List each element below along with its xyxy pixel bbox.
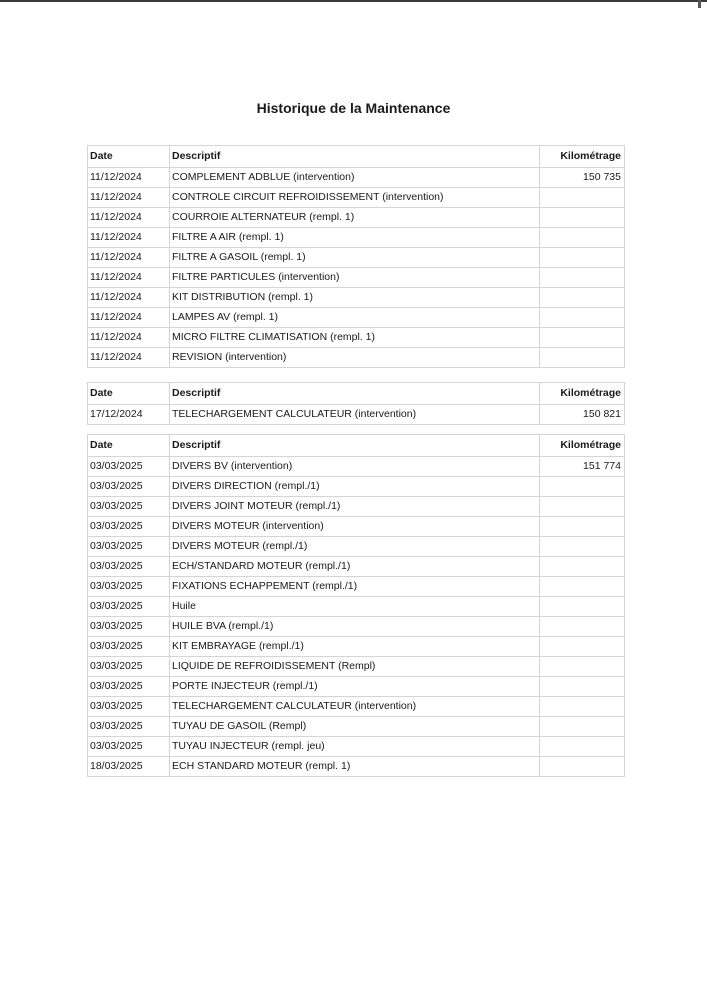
cell-date: 03/03/2025: [88, 677, 170, 697]
header-kilometrage: Kilométrage: [540, 146, 625, 168]
cell-kilometrage: [540, 637, 625, 657]
header-date: Date: [88, 435, 170, 457]
cell-kilometrage: [540, 557, 625, 577]
table-row: [88, 697, 625, 717]
cell-date: 11/12/2024: [88, 288, 170, 308]
cell-date: 18/03/2025: [88, 757, 170, 777]
cell-kilometrage: [540, 208, 625, 228]
cell-kilometrage: [540, 617, 625, 637]
cell-descriptif: DIVERS MOTEUR (rempl./1): [170, 537, 540, 557]
cell-date: 03/03/2025: [88, 577, 170, 597]
table-row: [88, 348, 625, 368]
cell-date: 03/03/2025: [88, 597, 170, 617]
header-descriptif: Descriptif: [170, 435, 540, 457]
table-header-row: [88, 146, 625, 168]
table-row: [88, 405, 625, 425]
cell-date: 11/12/2024: [88, 268, 170, 288]
maintenance-table-1: [87, 145, 625, 368]
cell-descriptif: FILTRE A GASOIL (rempl. 1): [170, 248, 540, 268]
cell-descriptif: TELECHARGEMENT CALCULATEUR (intervention): [170, 697, 540, 717]
cell-descriptif: LAMPES AV (rempl. 1): [170, 308, 540, 328]
table-row: [88, 677, 625, 697]
cell-date: 03/03/2025: [88, 537, 170, 557]
table-row: [88, 517, 625, 537]
cell-date: 11/12/2024: [88, 188, 170, 208]
cell-date: 03/03/2025: [88, 637, 170, 657]
cell-descriptif: REVISION (intervention): [170, 348, 540, 368]
cell-descriptif: ECH STANDARD MOTEUR (rempl. 1): [170, 757, 540, 777]
cell-descriptif: FILTRE A AIR (rempl. 1): [170, 228, 540, 248]
cell-date: 03/03/2025: [88, 497, 170, 517]
table-row: [88, 557, 625, 577]
cell-kilometrage: [540, 737, 625, 757]
cell-kilometrage: [540, 268, 625, 288]
maintenance-table-2: [87, 382, 625, 425]
cell-date: 03/03/2025: [88, 517, 170, 537]
cell-kilometrage: [540, 657, 625, 677]
table-row: [88, 248, 625, 268]
header-date: Date: [88, 146, 170, 168]
cell-kilometrage: [540, 597, 625, 617]
cell-date: 11/12/2024: [88, 168, 170, 188]
table-row: [88, 657, 625, 677]
table-row: [88, 188, 625, 208]
cell-descriptif: DIVERS JOINT MOTEUR (rempl./1): [170, 497, 540, 517]
maintenance-table-3: [87, 434, 625, 777]
cell-date: 03/03/2025: [88, 697, 170, 717]
cell-kilometrage: [540, 188, 625, 208]
cell-date: 11/12/2024: [88, 228, 170, 248]
cell-descriptif: FILTRE PARTICULES (intervention): [170, 268, 540, 288]
cell-kilometrage: [540, 228, 625, 248]
table-row: [88, 717, 625, 737]
table-row: [88, 228, 625, 248]
cell-date: 03/03/2025: [88, 617, 170, 637]
table-header-row: [88, 383, 625, 405]
cell-kilometrage: [540, 348, 625, 368]
cell-date: 11/12/2024: [88, 208, 170, 228]
cell-descriptif: KIT DISTRIBUTION (rempl. 1): [170, 288, 540, 308]
cell-kilometrage: [540, 517, 625, 537]
table-row: [88, 597, 625, 617]
cell-kilometrage: [540, 477, 625, 497]
cell-kilometrage: [540, 248, 625, 268]
cell-descriptif: KIT EMBRAYAGE (rempl./1): [170, 637, 540, 657]
table-row: [88, 208, 625, 228]
cell-descriptif: COMPLEMENT ADBLUE (intervention): [170, 168, 540, 188]
table-row: [88, 328, 625, 348]
cell-descriptif: DIVERS BV (intervention): [170, 457, 540, 477]
table-row: [88, 288, 625, 308]
cell-descriptif: TUYAU INJECTEUR (rempl. jeu): [170, 737, 540, 757]
table-row: [88, 457, 625, 477]
header-descriptif: Descriptif: [170, 383, 540, 405]
cell-descriptif: MICRO FILTRE CLIMATISATION (rempl. 1): [170, 328, 540, 348]
cell-date: 11/12/2024: [88, 308, 170, 328]
cell-kilometrage: 151 774: [540, 457, 625, 477]
table-row: [88, 308, 625, 328]
table-row: [88, 637, 625, 657]
cell-descriptif: PORTE INJECTEUR (rempl./1): [170, 677, 540, 697]
table-row: [88, 497, 625, 517]
cell-kilometrage: [540, 697, 625, 717]
cell-kilometrage: [540, 717, 625, 737]
cell-kilometrage: [540, 677, 625, 697]
cell-descriptif: COURROIE ALTERNATEUR (rempl. 1): [170, 208, 540, 228]
cell-kilometrage: [540, 757, 625, 777]
cell-descriptif: DIVERS MOTEUR (intervention): [170, 517, 540, 537]
cell-kilometrage: 150 821: [540, 405, 625, 425]
table-row: [88, 617, 625, 637]
cell-date: 03/03/2025: [88, 657, 170, 677]
cell-date: 03/03/2025: [88, 557, 170, 577]
cell-date: 03/03/2025: [88, 477, 170, 497]
header-descriptif: Descriptif: [170, 146, 540, 168]
cell-kilometrage: [540, 497, 625, 517]
table-row: [88, 268, 625, 288]
cell-descriptif: CONTROLE CIRCUIT REFROIDISSEMENT (intervention): [170, 188, 540, 208]
table-row: [88, 577, 625, 597]
cell-kilometrage: 150 735: [540, 168, 625, 188]
cell-descriptif: ECH/STANDARD MOTEUR (rempl./1): [170, 557, 540, 577]
cell-descriptif: TELECHARGEMENT CALCULATEUR (intervention): [170, 405, 540, 425]
table-row: [88, 477, 625, 497]
cell-date: 11/12/2024: [88, 248, 170, 268]
header-kilometrage: Kilométrage: [540, 383, 625, 405]
cell-descriptif: HUILE BVA (rempl./1): [170, 617, 540, 637]
cell-date: 03/03/2025: [88, 457, 170, 477]
cell-descriptif: Huile: [170, 597, 540, 617]
cell-kilometrage: [540, 537, 625, 557]
cell-kilometrage: [540, 308, 625, 328]
cell-descriptif: TUYAU DE GASOIL (Rempl): [170, 717, 540, 737]
top-scan-rule: [0, 0, 707, 2]
cell-descriptif: DIVERS DIRECTION (rempl./1): [170, 477, 540, 497]
cell-date: 11/12/2024: [88, 348, 170, 368]
cell-date: 03/03/2025: [88, 717, 170, 737]
cell-date: 17/12/2024: [88, 405, 170, 425]
cell-descriptif: FIXATIONS ECHAPPEMENT (rempl./1): [170, 577, 540, 597]
cell-date: 11/12/2024: [88, 328, 170, 348]
cell-kilometrage: [540, 577, 625, 597]
corner-scan-mark: [698, 0, 701, 8]
cell-date: 03/03/2025: [88, 737, 170, 757]
cell-descriptif: LIQUIDE DE REFROIDISSEMENT (Rempl): [170, 657, 540, 677]
page-title: Historique de la Maintenance: [256, 100, 451, 116]
cell-kilometrage: [540, 288, 625, 308]
table-row: [88, 737, 625, 757]
table-row: [88, 537, 625, 557]
table-row: [88, 757, 625, 777]
table-header-row: [88, 435, 625, 457]
cell-kilometrage: [540, 328, 625, 348]
table-row: [88, 168, 625, 188]
header-date: Date: [88, 383, 170, 405]
header-kilometrage: Kilométrage: [540, 435, 625, 457]
